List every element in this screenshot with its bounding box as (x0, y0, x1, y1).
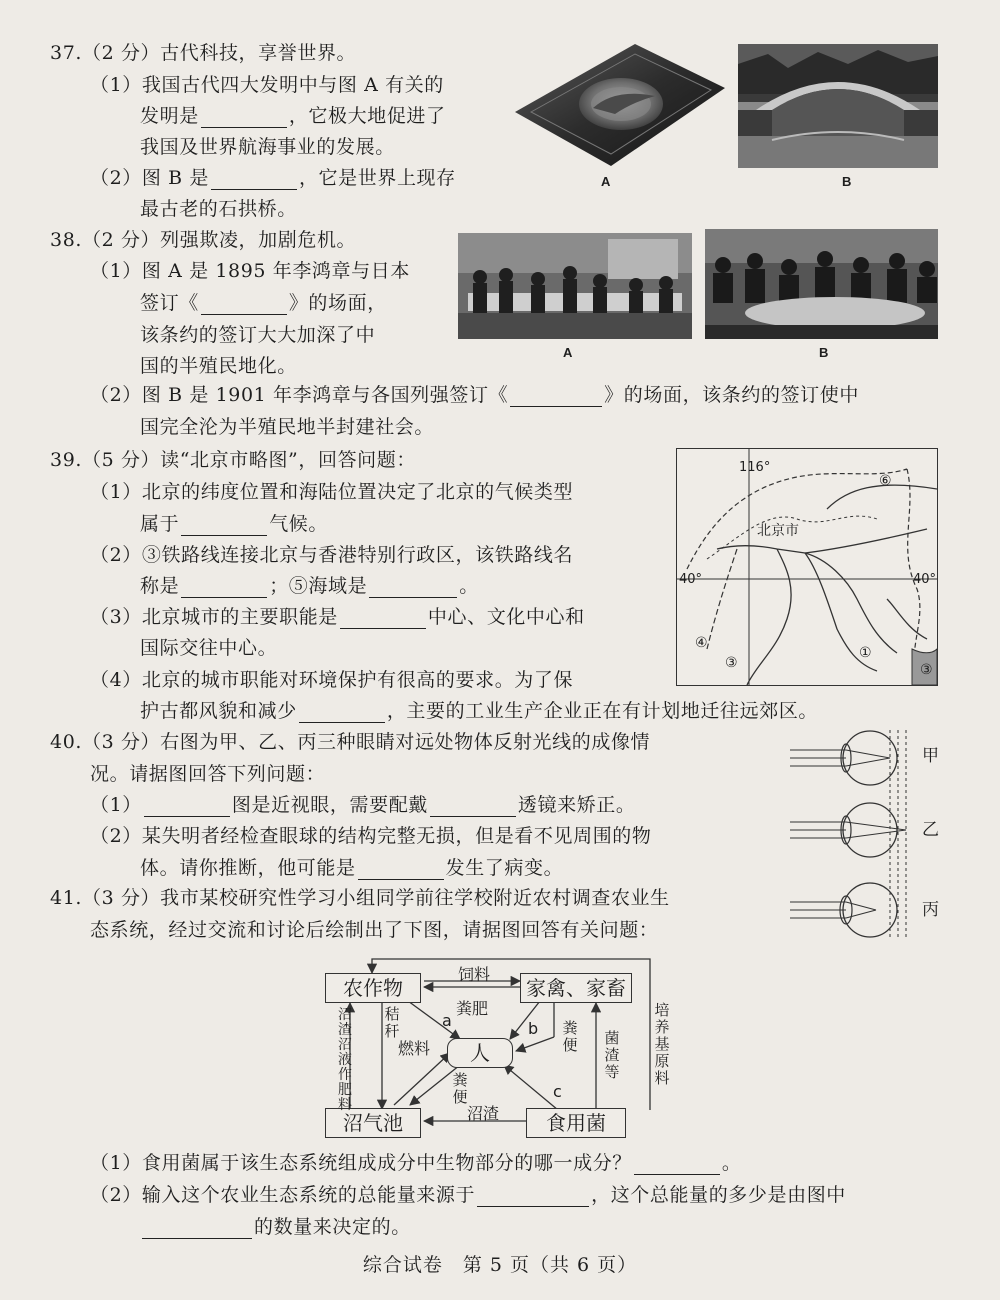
answer-blank[interactable] (358, 857, 444, 880)
text-segment: 。 (721, 1152, 742, 1174)
eye-label-jia: 甲 (922, 746, 939, 766)
q39-heading: 39.（5 分）读“北京市略图”，回答问题： (50, 449, 416, 471)
answer-blank[interactable] (299, 700, 385, 723)
text-segment: 图是近视眼，需要配戴 (231, 794, 428, 816)
answer-blank[interactable] (430, 794, 516, 817)
text-segment: ，它极大地促进了 (288, 105, 446, 127)
text-segment: 发生了病变。 (445, 857, 564, 879)
treaty-shimonoseki-photo (458, 233, 692, 339)
text-segment: （3）北京城市的主要职能是 (90, 606, 338, 628)
q39-part1-line1: （1）北京的纬度位置和海陆位置决定了北京的气候类型 (90, 481, 574, 503)
q39-part2-line1: （2）③铁路线连接北京与香港特别行政区，该铁路线名 (90, 544, 574, 566)
beijing-sketch-map (676, 448, 938, 686)
q41-part2-line2 (140, 1212, 411, 1242)
answer-blank[interactable] (634, 1152, 720, 1175)
text-segment: 签订《 (140, 292, 199, 314)
answer-blank[interactable] (340, 606, 426, 629)
latitude-label-left: 40° (679, 572, 703, 587)
figure-a-caption: A (563, 345, 573, 360)
q38-part1-line4: 国的半殖民地化。 (140, 355, 297, 377)
livestock-box: 家禽、家畜 (520, 973, 632, 1003)
marker-1: ① (859, 645, 872, 661)
text-segment: （1）食用菌属于该生态系统组成成分中生物部分的哪一成分？ (90, 1152, 632, 1174)
text-segment: ，这个总能量的多少是由图中 (591, 1184, 846, 1206)
answer-blank[interactable] (369, 575, 457, 598)
marker-6: ⑥ (879, 473, 892, 489)
human-box: 人 (447, 1038, 513, 1068)
eye-label-bing: 丙 (922, 900, 939, 920)
longitude-label: 116° (739, 460, 771, 475)
q38-part1-line1: （1）图 A 是 1895 年李鸿章与日本 (90, 260, 410, 282)
label-manure: 粪肥 (456, 999, 489, 1018)
q37-part2-line2: 最古老的石拱桥。 (140, 198, 297, 220)
q40-heading: 40.（3 分）右图为甲、乙、丙三种眼睛对远处物体反射光线的成像情 (50, 731, 651, 753)
text-segment: 的数量来决定的。 (254, 1216, 411, 1238)
text-segment: （2）图 B 是 (90, 167, 209, 189)
compass-illustration (515, 44, 725, 166)
fungi-box: 食用菌 (526, 1108, 626, 1138)
figure-a-caption: A (601, 174, 611, 189)
answer-blank[interactable] (144, 794, 230, 817)
text-segment: ，主要的工业生产企业正在有计划地迁往远郊区。 (386, 700, 819, 722)
q38-part1-line3: 该条约的签订大大加深了中 (140, 324, 376, 346)
label-straw: 秸秆 (384, 1005, 400, 1040)
q38-heading: 38.（2 分）列强欺凌，加剧危机。 (50, 229, 357, 251)
q39-part4-line1: （4）北京的城市职能对环境保护有很高的要求。为了保 (90, 669, 574, 691)
bridge-illustration (738, 44, 938, 168)
compass-photo (515, 44, 725, 166)
q39-part2-line2 (140, 571, 479, 601)
marker-3-coast: ③ (920, 662, 933, 678)
answer-blank[interactable] (211, 167, 297, 190)
label-fertilizer: 沼渣沼液作肥料 (338, 1007, 352, 1113)
latitude-label-right: 40° (913, 572, 937, 587)
text-segment: 称是 (140, 575, 180, 597)
text-segment: ，它是世界上现存 (298, 167, 456, 189)
eye-label-yi: 乙 (922, 820, 939, 840)
boxer-protocol-photo (705, 229, 938, 339)
q40-part2-line1: （2）某失明者经检查眼球的结构完整无损，但是看不见周围的物 (90, 825, 652, 847)
answer-blank[interactable] (181, 513, 267, 536)
q39-part3-line1 (90, 602, 585, 632)
figure-b-caption: B (842, 174, 852, 189)
marker-4: ④ (695, 635, 708, 651)
arch-bridge-photo (738, 44, 938, 168)
beijing-city-label: 北京市 (757, 523, 799, 539)
marker-3: ③ (725, 655, 738, 671)
q37-part1-line3: 我国及世界航海事业的发展。 (140, 136, 395, 158)
answer-blank[interactable] (477, 1184, 589, 1207)
page-footer: 综合试卷 第 5 页（共 6 页） (362, 1254, 638, 1276)
answer-blank[interactable] (201, 292, 287, 315)
meeting-illustration-b (705, 229, 938, 339)
q38-part1-line2 (140, 288, 387, 318)
q40-part1 (90, 790, 636, 820)
q39-part1-line2 (140, 509, 328, 539)
label-residue: 沼渣 (467, 1104, 500, 1123)
text-segment: （2）输入这个农业生态系统的总能量来源于 (90, 1184, 476, 1206)
label-a: a (442, 1011, 452, 1030)
q41-heading-line2: 态系统，经过交流和讨论后绘制出了下图，请据图回答有关问题： (90, 919, 659, 941)
label-feces-human: 粪便 (452, 1071, 468, 1106)
answer-blank[interactable] (181, 575, 267, 598)
label-fungal-residue: 菌渣等 (604, 1029, 620, 1081)
text-segment: 发明是 (140, 105, 199, 127)
q37-heading: 37.（2 分）古代科技，享誉世界。 (50, 42, 357, 64)
text-segment: （1） (90, 794, 142, 816)
q37-part1-line1: （1）我国古代四大发明中与图 A 有关的 (90, 74, 444, 96)
label-feed: 饲料 (458, 965, 491, 984)
q41-part1 (90, 1148, 742, 1178)
answer-blank[interactable] (142, 1216, 252, 1239)
label-culture-material: 培养基原料 (654, 1001, 670, 1087)
q39-part4-line2 (140, 696, 818, 726)
meeting-illustration-a (458, 233, 692, 339)
crops-box: 农作物 (325, 973, 421, 1003)
q38-part2-line1 (90, 380, 859, 410)
q41-part2-line1 (90, 1180, 846, 1210)
text-segment: 中心、文化中心和 (427, 606, 585, 628)
text-segment: ；⑤海域是 (269, 575, 368, 597)
text-segment: 》的场面，该条约的签订使中 (604, 384, 859, 406)
q39-part3-line2: 国际交往中心。 (140, 637, 278, 659)
text-segment: 。 (459, 575, 479, 597)
q37-part1-line2 (140, 101, 446, 131)
map-lines (677, 449, 937, 685)
q40-part2-line2 (140, 853, 563, 883)
text-segment: （2）图 B 是 1901 年李鸿章与各国列强签订《 (90, 384, 509, 406)
q41-heading: 41.（3 分）我市某校研究性学习小组同学前往学校附近农村调查农业生 (50, 887, 670, 909)
q40-heading-line2: 况。请据图回答下列问题： (90, 763, 326, 785)
label-fuel: 燃料 (398, 1039, 431, 1058)
text-segment: 体。请你推断，他可能是 (140, 857, 356, 879)
label-c: c (553, 1082, 562, 1101)
biogas-box: 沼气池 (325, 1108, 421, 1138)
text-segment: 气候。 (269, 513, 329, 535)
text-segment: 》的场面， (288, 292, 387, 314)
figure-b-caption: B (819, 345, 829, 360)
text-segment: 属于 (140, 513, 180, 535)
answer-blank[interactable] (201, 105, 287, 128)
q38-part2-line2: 国完全沦为半殖民地半封建社会。 (140, 416, 435, 438)
text-segment: 护古都风貌和减少 (140, 700, 297, 722)
answer-blank[interactable] (510, 384, 602, 407)
label-feces-livestock: 粪便 (562, 1019, 578, 1054)
label-b: b (528, 1019, 539, 1038)
q37-part2-line1 (90, 163, 456, 193)
text-segment: 透镜来矫正。 (517, 794, 636, 816)
